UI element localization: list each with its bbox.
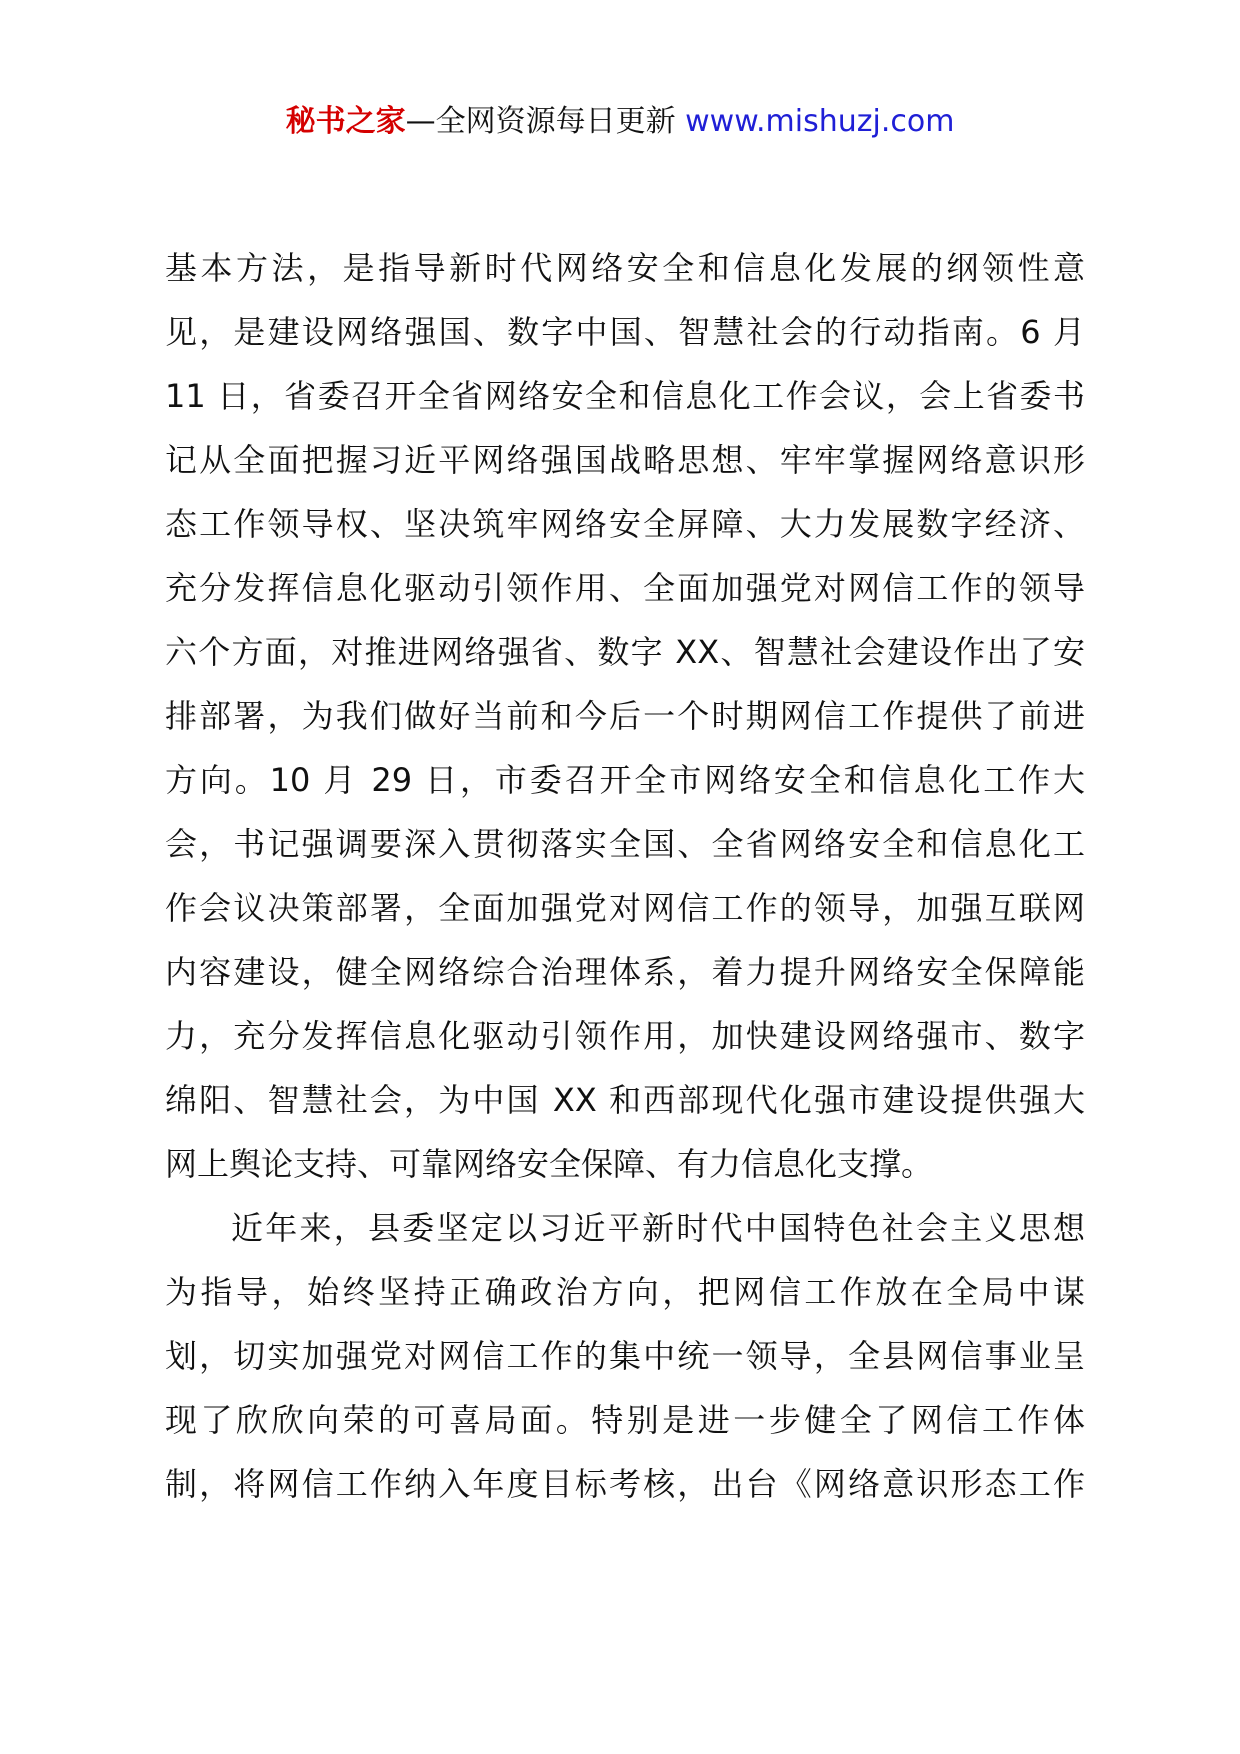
text-line: 基本方法，是指导新时代网络安全和信息化发展的纲领性意 <box>165 249 1085 287</box>
text-line: 会，书记强调要深入贯彻落实全国、全省网络安全和信息化工 <box>165 825 1085 863</box>
text-line: 充分发挥信息化驱动引领作用、全面加强党对网信工作的领导 <box>165 569 1085 607</box>
text-line: 制，将网信工作纳入年度目标考核，出台《网络意识形态工作 <box>165 1465 1085 1503</box>
text-line: 内容建设，健全网络综合治理体系，着力提升网络安全保障能 <box>165 953 1085 991</box>
document-body <box>165 236 1085 1516</box>
text-line: 为指导，始终坚持正确政治方向，把网信工作放在全局中谋 <box>165 1273 1085 1311</box>
text-line: 11 日，省委召开全省网络安全和信息化工作会议，会上省委书 <box>165 377 1085 415</box>
paragraph <box>165 1196 1085 1516</box>
text-line: 力，充分发挥信息化驱动引领作用，加快建设网络强市、数字 <box>165 1017 1085 1055</box>
text-line: 见，是建设网络强国、数字中国、智慧社会的行动指南。6 月 <box>165 313 1085 351</box>
text-line: 近年来，县委坚定以习近平新时代中国特色社会主义思想 <box>231 1209 1085 1247</box>
header-brand: 秘书之家 <box>285 104 406 139</box>
page-header <box>0 100 1240 144</box>
header-url-link[interactable]: www.mishuzj.com <box>685 104 955 139</box>
paragraph <box>165 236 1085 1196</box>
text-line: 网上舆论支持、可靠网络安全保障、有力信息化支撑。 <box>165 1145 934 1183</box>
text-line: 六个方面，对推进网络强省、数字 XX、智慧社会建设作出了安 <box>165 633 1085 671</box>
text-line: 记从全面把握习近平网络强国战略思想、牢牢掌握网络意识形 <box>165 441 1085 479</box>
header-slogan: —全网资源每日更新 <box>405 104 676 139</box>
text-line: 划，切实加强党对网信工作的集中统一领导，全县网信事业呈 <box>165 1337 1085 1375</box>
text-line: 绵阳、智慧社会，为中国 XX 和西部现代化强市建设提供强大 <box>165 1081 1085 1119</box>
text-line: 排部署，为我们做好当前和今后一个时期网信工作提供了前进 <box>165 697 1085 735</box>
text-line: 态工作领导权、坚决筑牢网络安全屏障、大力发展数字经济、 <box>165 505 1085 543</box>
text-line: 方向。10 月 29 日，市委召开全市网络安全和信息化工作大 <box>165 761 1085 799</box>
text-line: 现了欣欣向荣的可喜局面。特别是进一步健全了网信工作体 <box>165 1401 1085 1439</box>
text-line: 作会议决策部署，全面加强党对网信工作的领导，加强互联网 <box>165 889 1085 927</box>
